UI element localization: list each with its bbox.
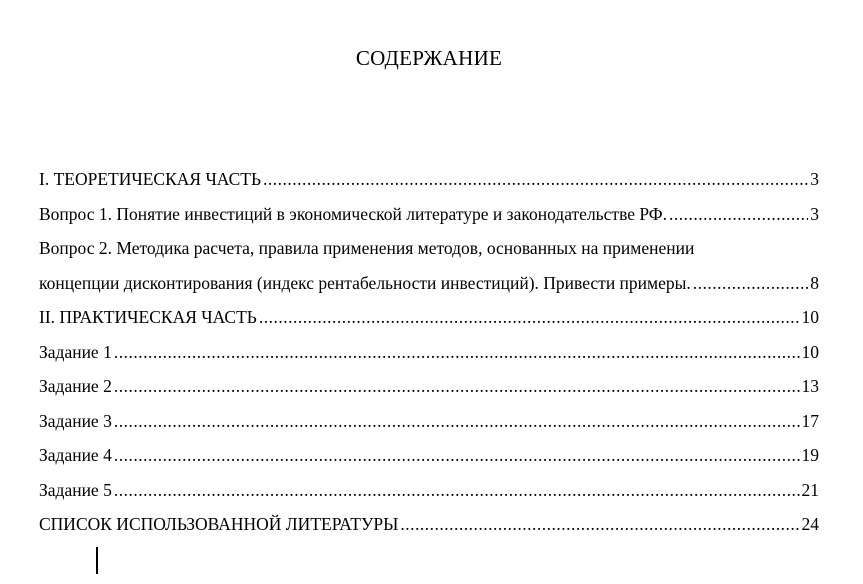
toc-page-number: 21 <box>801 479 819 500</box>
toc-entry-label: Задание 4 <box>39 445 112 465</box>
toc-page-number: 3 <box>810 203 819 224</box>
toc-entry-label: концепции дисконтирования (индекс рентабельности инвестиций). Привести примеры. <box>39 272 691 293</box>
toc-entry-question2-line1[interactable] <box>39 236 819 271</box>
toc-entry-task5[interactable] <box>39 478 819 513</box>
text-cursor <box>96 547 98 574</box>
toc-leader-dots <box>263 167 808 191</box>
toc-entry-label: СПИСОК ИСПОЛЬЗОВАННОЙ ЛИТЕРАТУРЫ <box>39 514 399 534</box>
toc-leader-dots <box>114 374 800 398</box>
table-of-contents <box>39 167 819 547</box>
toc-page-number: 10 <box>801 341 819 362</box>
toc-page-number: 3 <box>810 169 819 189</box>
toc-entry-task2[interactable] <box>39 374 819 409</box>
toc-leader-dots <box>400 512 799 536</box>
toc-page-number: 8 <box>810 272 819 293</box>
toc-entry-task1[interactable] <box>39 340 819 375</box>
toc-leader-dots <box>693 271 808 295</box>
toc-entry-label: I. ТЕОРЕТИЧЕСКАЯ ЧАСТЬ <box>39 169 261 189</box>
toc-leader-dots <box>669 202 808 226</box>
toc-entry-references[interactable] <box>39 512 819 547</box>
toc-entry-part2[interactable] <box>39 305 819 340</box>
toc-leader-dots <box>259 305 800 329</box>
toc-leader-dots <box>114 443 800 467</box>
toc-page-number: 19 <box>801 445 819 465</box>
toc-page-number: 24 <box>801 514 819 534</box>
toc-entry-label: II. ПРАКТИЧЕСКАЯ ЧАСТЬ <box>39 307 257 327</box>
toc-entry-label: Задание 5 <box>39 479 112 500</box>
toc-entry-label: Вопрос 1. Понятие инвестиций в экономической литературе и законодательстве РФ. <box>39 203 668 224</box>
toc-entry-task4[interactable] <box>39 443 819 478</box>
toc-leader-dots <box>114 340 800 364</box>
toc-page-number: 13 <box>801 376 819 396</box>
toc-entry-label: Задание 2 <box>39 376 112 396</box>
toc-page-number: 17 <box>801 410 819 431</box>
toc-page-number: 10 <box>801 307 819 327</box>
toc-entry-task3[interactable] <box>39 409 819 444</box>
toc-entry-question1[interactable] <box>39 202 819 237</box>
toc-entry-label: Задание 1 <box>39 341 112 362</box>
page-title: СОДЕРЖАНИЕ <box>355 46 503 70</box>
toc-entry-part1[interactable] <box>39 167 819 202</box>
toc-entry-label: Вопрос 2. Методика расчета, правила применения методов, основанных на применении <box>39 238 695 258</box>
toc-leader-dots <box>114 478 800 502</box>
toc-entry-question2-line2[interactable] <box>39 271 819 306</box>
toc-entry-label: Задание 3 <box>39 410 112 431</box>
toc-leader-dots <box>114 409 800 433</box>
